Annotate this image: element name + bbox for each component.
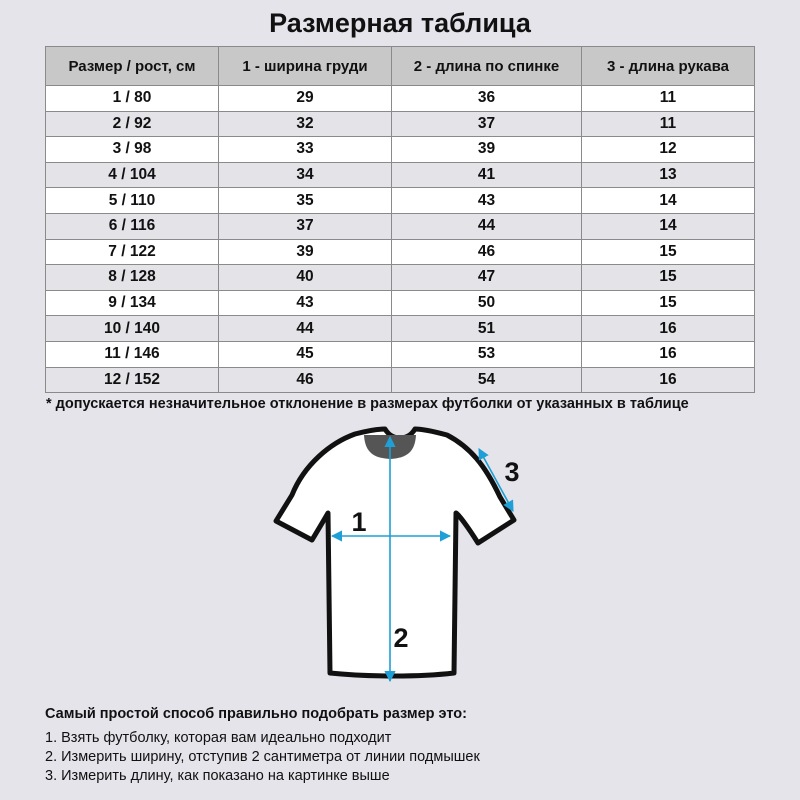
table-row	[46, 239, 755, 265]
table-row	[46, 188, 755, 214]
howto-step: 2. Измерить ширину, отступив 2 сантиметра от линии подмышек	[45, 749, 480, 765]
cell-chest-width: 37	[219, 213, 392, 239]
cell-size-height: 8 / 128	[46, 265, 219, 291]
cell-back-length: 53	[392, 341, 582, 367]
cell-sleeve-length: 15	[582, 239, 755, 265]
cell-sleeve-length: 12	[582, 137, 755, 163]
cell-size-height: 9 / 134	[46, 290, 219, 316]
howto-steps	[45, 729, 480, 786]
table-row	[46, 265, 755, 291]
cell-sleeve-length: 13	[582, 162, 755, 188]
cell-sleeve-length: 16	[582, 316, 755, 342]
cell-back-length: 37	[392, 111, 582, 137]
cell-back-length: 39	[392, 137, 582, 163]
header-back-length: 2 - длина по спинке	[392, 47, 582, 86]
cell-back-length: 54	[392, 367, 582, 393]
cell-chest-width: 29	[219, 86, 392, 112]
table-row	[46, 341, 755, 367]
cell-sleeve-length: 14	[582, 213, 755, 239]
header-chest-width: 1 - ширина груди	[219, 47, 392, 86]
header-sleeve-length: 3 - длина рукава	[582, 47, 755, 86]
cell-chest-width: 33	[219, 137, 392, 163]
table-row	[46, 137, 755, 163]
cell-back-length: 43	[392, 188, 582, 214]
howto-step: 3. Измерить длину, как показано на картинке выше	[45, 768, 390, 784]
cell-size-height: 11 / 146	[46, 341, 219, 367]
cell-chest-width: 40	[219, 265, 392, 291]
cell-sleeve-length: 16	[582, 367, 755, 393]
cell-back-length: 46	[392, 239, 582, 265]
table-body	[46, 86, 755, 393]
cell-back-length: 47	[392, 265, 582, 291]
table-row	[46, 316, 755, 342]
table-row	[46, 290, 755, 316]
cell-sleeve-length: 15	[582, 290, 755, 316]
cell-size-height: 3 / 98	[46, 137, 219, 163]
cell-chest-width: 34	[219, 162, 392, 188]
cell-size-height: 10 / 140	[46, 316, 219, 342]
howto-step: 1. Взять футболку, которая вам идеально подходит	[45, 730, 392, 746]
cell-sleeve-length: 15	[582, 265, 755, 291]
cell-back-length: 50	[392, 290, 582, 316]
cell-chest-width: 45	[219, 341, 392, 367]
cell-sleeve-length: 11	[582, 86, 755, 112]
cell-size-height: 2 / 92	[46, 111, 219, 137]
cell-size-height: 6 / 116	[46, 213, 219, 239]
cell-sleeve-length: 11	[582, 111, 755, 137]
cell-chest-width: 44	[219, 316, 392, 342]
cell-size-height: 5 / 110	[46, 188, 219, 214]
table-row	[46, 111, 755, 137]
tolerance-note: * допускается незначительное отклонение в размерах футболки от указанных в таблице	[46, 396, 689, 412]
table-header-row	[46, 47, 755, 86]
cell-sleeve-length: 16	[582, 341, 755, 367]
cell-size-height: 7 / 122	[46, 239, 219, 265]
tshirt-diagram	[260, 425, 540, 695]
cell-back-length: 51	[392, 316, 582, 342]
table-row	[46, 162, 755, 188]
cell-size-height: 4 / 104	[46, 162, 219, 188]
table-row	[46, 367, 755, 393]
cell-chest-width: 39	[219, 239, 392, 265]
cell-chest-width: 43	[219, 290, 392, 316]
cell-chest-width: 46	[219, 367, 392, 393]
page-title: Размерная таблица	[269, 8, 531, 38]
cell-sleeve-length: 14	[582, 188, 755, 214]
label-back-length: 2	[393, 623, 409, 653]
cell-back-length: 44	[392, 213, 582, 239]
cell-back-length: 36	[392, 86, 582, 112]
table-row	[46, 213, 755, 239]
cell-size-height: 1 / 80	[46, 86, 219, 112]
cell-chest-width: 32	[219, 111, 392, 137]
cell-back-length: 41	[392, 162, 582, 188]
howto-title: Самый простой способ правильно подобрать размер это:	[45, 706, 467, 722]
label-sleeve-length: 3	[504, 457, 520, 487]
header-size-height: Размер / рост, см	[46, 47, 219, 86]
cell-size-height: 12 / 152	[46, 367, 219, 393]
cell-chest-width: 35	[219, 188, 392, 214]
table-row	[46, 86, 755, 112]
label-chest-width: 1	[351, 507, 367, 537]
size-table	[45, 46, 755, 393]
